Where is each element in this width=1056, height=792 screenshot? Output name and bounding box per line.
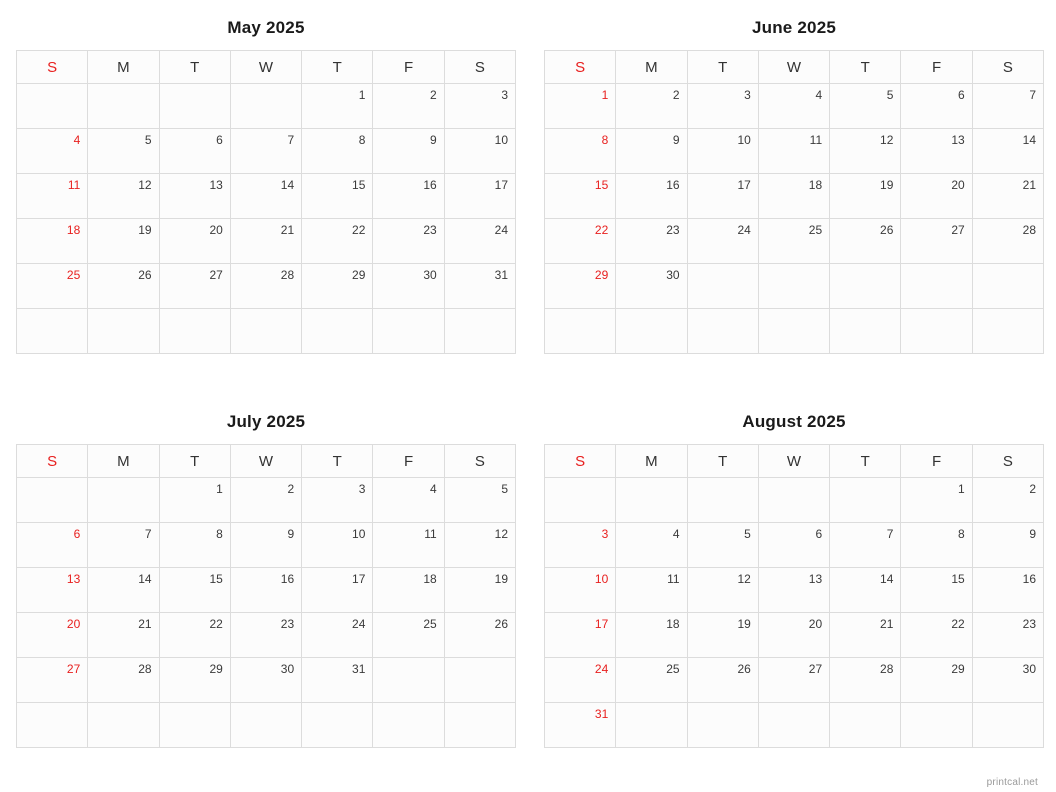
day-cell: 14: [972, 129, 1043, 174]
month-block: [544, 410, 1044, 790]
day-cell: 24: [302, 613, 373, 658]
day-cell: 11: [373, 523, 444, 568]
day-cell: 6: [159, 129, 230, 174]
day-cell: 5: [687, 523, 758, 568]
weekday-header-saturday: S: [972, 51, 1043, 84]
week-row: [545, 264, 1044, 309]
day-cell: [758, 703, 829, 748]
day-cell: 9: [616, 129, 687, 174]
day-cell: 18: [17, 219, 88, 264]
day-cell: 23: [972, 613, 1043, 658]
day-cell: 20: [17, 613, 88, 658]
day-cell: [17, 309, 88, 354]
weekday-header-wednesday: W: [230, 445, 301, 478]
day-cell: 17: [687, 174, 758, 219]
day-cell: 21: [972, 174, 1043, 219]
month-title: May 2025: [227, 18, 305, 37]
week-row: [17, 174, 516, 219]
weekday-header-monday: M: [616, 51, 687, 84]
day-cell: 25: [373, 613, 444, 658]
day-cell: 19: [830, 174, 901, 219]
day-cell: [230, 703, 301, 748]
day-cell: 31: [545, 703, 616, 748]
weekday-header-thursday: T: [830, 445, 901, 478]
day-cell: 28: [830, 658, 901, 703]
week-row: [545, 658, 1044, 703]
week-row: [17, 523, 516, 568]
day-cell: 16: [972, 568, 1043, 613]
month-block: [16, 410, 516, 790]
day-cell: 13: [159, 174, 230, 219]
month-title: August 2025: [742, 412, 846, 431]
week-row: [545, 478, 1044, 523]
day-cell: 25: [616, 658, 687, 703]
day-cell: [545, 309, 616, 354]
day-cell: 23: [373, 219, 444, 264]
day-cell: 23: [616, 219, 687, 264]
day-cell: 3: [545, 523, 616, 568]
day-cell: [444, 703, 515, 748]
month-title: June 2025: [751, 18, 837, 37]
weekday-header-row: [17, 445, 516, 478]
day-cell: 5: [830, 84, 901, 129]
day-cell: 15: [901, 568, 972, 613]
day-cell: 25: [758, 219, 829, 264]
day-cell: 2: [616, 84, 687, 129]
day-cell: 14: [88, 568, 159, 613]
day-cell: 12: [444, 523, 515, 568]
day-cell: [616, 309, 687, 354]
day-cell: 27: [17, 658, 88, 703]
week-row: [17, 658, 516, 703]
day-cell: 14: [230, 174, 301, 219]
day-cell: 22: [302, 219, 373, 264]
day-cell: 1: [159, 478, 230, 523]
day-cell: [88, 309, 159, 354]
day-cell: 1: [545, 84, 616, 129]
weekday-header-saturday: S: [444, 445, 515, 478]
week-row: [17, 219, 516, 264]
day-cell: [302, 703, 373, 748]
day-cell: 24: [687, 219, 758, 264]
day-cell: [545, 478, 616, 523]
day-cell: 8: [302, 129, 373, 174]
weekday-header-row: [545, 445, 1044, 478]
week-row: [17, 478, 516, 523]
day-cell: [230, 309, 301, 354]
day-cell: 13: [758, 568, 829, 613]
day-cell: 19: [88, 219, 159, 264]
month-block: [16, 16, 516, 396]
day-cell: 8: [545, 129, 616, 174]
week-row: [17, 129, 516, 174]
day-cell: 26: [88, 264, 159, 309]
weekday-header-saturday: S: [444, 51, 515, 84]
day-cell: [830, 309, 901, 354]
day-cell: 4: [758, 84, 829, 129]
day-cell: 22: [545, 219, 616, 264]
day-cell: 10: [444, 129, 515, 174]
day-cell: 22: [159, 613, 230, 658]
day-cell: 11: [616, 568, 687, 613]
day-cell: 20: [758, 613, 829, 658]
weekday-header-thursday: T: [830, 51, 901, 84]
day-cell: [302, 309, 373, 354]
day-cell: 30: [616, 264, 687, 309]
day-cell: 28: [230, 264, 301, 309]
week-row: [545, 174, 1044, 219]
day-cell: [88, 84, 159, 129]
day-cell: 18: [758, 174, 829, 219]
site-credit: printcal.net: [986, 777, 1038, 788]
day-cell: [444, 658, 515, 703]
day-cell: 15: [545, 174, 616, 219]
day-cell: 28: [972, 219, 1043, 264]
weekday-header-sunday: S: [17, 445, 88, 478]
day-cell: 15: [302, 174, 373, 219]
day-cell: 2: [972, 478, 1043, 523]
week-row: [545, 309, 1044, 354]
day-cell: 6: [758, 523, 829, 568]
day-cell: [758, 309, 829, 354]
day-cell: 26: [830, 219, 901, 264]
week-row: [17, 309, 516, 354]
day-cell: [901, 703, 972, 748]
day-cell: 4: [17, 129, 88, 174]
day-cell: 3: [302, 478, 373, 523]
month-title: July 2025: [226, 412, 306, 431]
day-cell: 9: [230, 523, 301, 568]
day-cell: 12: [88, 174, 159, 219]
day-cell: 3: [687, 84, 758, 129]
week-row: [17, 568, 516, 613]
day-cell: [830, 264, 901, 309]
day-cell: 2: [230, 478, 301, 523]
weekday-header-tuesday: T: [687, 51, 758, 84]
weekday-header-row: [545, 51, 1044, 84]
day-cell: [758, 478, 829, 523]
day-cell: [687, 264, 758, 309]
day-cell: 23: [230, 613, 301, 658]
month-table: [16, 444, 516, 748]
day-cell: 26: [444, 613, 515, 658]
weekday-header-row: [17, 51, 516, 84]
week-row: [17, 264, 516, 309]
week-row: [545, 129, 1044, 174]
day-cell: [17, 84, 88, 129]
day-cell: 10: [302, 523, 373, 568]
day-cell: 31: [444, 264, 515, 309]
day-cell: 7: [830, 523, 901, 568]
day-cell: 11: [758, 129, 829, 174]
day-cell: [373, 703, 444, 748]
weekday-header-sunday: S: [545, 51, 616, 84]
day-cell: [687, 309, 758, 354]
day-cell: 19: [687, 613, 758, 658]
day-cell: 30: [972, 658, 1043, 703]
day-cell: [687, 703, 758, 748]
day-cell: [373, 309, 444, 354]
day-cell: [758, 264, 829, 309]
day-cell: 24: [444, 219, 515, 264]
week-row: [545, 219, 1044, 264]
week-row: [17, 84, 516, 129]
week-row: [545, 613, 1044, 658]
day-cell: 6: [17, 523, 88, 568]
day-cell: 21: [830, 613, 901, 658]
day-cell: 4: [616, 523, 687, 568]
weekday-header-sunday: S: [17, 51, 88, 84]
day-cell: [901, 264, 972, 309]
weekday-header-tuesday: T: [687, 445, 758, 478]
day-cell: 8: [901, 523, 972, 568]
day-cell: 22: [901, 613, 972, 658]
day-cell: 29: [302, 264, 373, 309]
day-cell: 15: [159, 568, 230, 613]
weekday-header-wednesday: W: [758, 51, 829, 84]
week-row: [545, 703, 1044, 748]
weekday-header-saturday: S: [972, 445, 1043, 478]
day-cell: 26: [687, 658, 758, 703]
day-cell: 25: [17, 264, 88, 309]
weekday-header-wednesday: W: [758, 445, 829, 478]
day-cell: 3: [444, 84, 515, 129]
weekday-header-friday: F: [901, 445, 972, 478]
weekday-header-thursday: T: [302, 445, 373, 478]
weekday-header-monday: M: [88, 51, 159, 84]
day-cell: 10: [545, 568, 616, 613]
day-cell: 27: [758, 658, 829, 703]
month-table: [544, 444, 1044, 748]
day-cell: [159, 309, 230, 354]
weekday-header-friday: F: [901, 51, 972, 84]
day-cell: 11: [17, 174, 88, 219]
week-row: [545, 568, 1044, 613]
day-cell: 12: [687, 568, 758, 613]
day-cell: 16: [373, 174, 444, 219]
day-cell: 31: [302, 658, 373, 703]
day-cell: [88, 703, 159, 748]
day-cell: 7: [88, 523, 159, 568]
day-cell: 20: [159, 219, 230, 264]
day-cell: [17, 478, 88, 523]
day-cell: [373, 658, 444, 703]
day-cell: 16: [616, 174, 687, 219]
day-cell: 14: [830, 568, 901, 613]
day-cell: [616, 703, 687, 748]
day-cell: 19: [444, 568, 515, 613]
day-cell: 12: [830, 129, 901, 174]
weekday-header-monday: M: [616, 445, 687, 478]
week-row: [545, 523, 1044, 568]
day-cell: 7: [230, 129, 301, 174]
day-cell: 8: [159, 523, 230, 568]
weekday-header-sunday: S: [545, 445, 616, 478]
day-cell: 29: [545, 264, 616, 309]
day-cell: 29: [159, 658, 230, 703]
day-cell: [830, 703, 901, 748]
day-cell: 17: [545, 613, 616, 658]
day-cell: 13: [17, 568, 88, 613]
day-cell: 27: [159, 264, 230, 309]
day-cell: [972, 309, 1043, 354]
week-row: [545, 84, 1044, 129]
day-cell: [901, 309, 972, 354]
weekday-header-tuesday: T: [159, 51, 230, 84]
day-cell: 18: [616, 613, 687, 658]
calendar-grid: [16, 16, 1040, 790]
day-cell: 18: [373, 568, 444, 613]
day-cell: 24: [545, 658, 616, 703]
day-cell: 16: [230, 568, 301, 613]
day-cell: [159, 84, 230, 129]
day-cell: 21: [88, 613, 159, 658]
day-cell: [230, 84, 301, 129]
day-cell: 30: [373, 264, 444, 309]
day-cell: 30: [230, 658, 301, 703]
weekday-header-friday: F: [373, 51, 444, 84]
weekday-header-thursday: T: [302, 51, 373, 84]
month-table: [544, 50, 1044, 354]
day-cell: 13: [901, 129, 972, 174]
day-cell: [159, 703, 230, 748]
day-cell: [88, 478, 159, 523]
weekday-header-tuesday: T: [159, 445, 230, 478]
day-cell: 2: [373, 84, 444, 129]
day-cell: 20: [901, 174, 972, 219]
day-cell: 17: [302, 568, 373, 613]
day-cell: [17, 703, 88, 748]
week-row: [17, 613, 516, 658]
weekday-header-friday: F: [373, 445, 444, 478]
day-cell: [972, 703, 1043, 748]
day-cell: 21: [230, 219, 301, 264]
month-table: [16, 50, 516, 354]
day-cell: 28: [88, 658, 159, 703]
day-cell: 9: [972, 523, 1043, 568]
weekday-header-monday: M: [88, 445, 159, 478]
day-cell: 10: [687, 129, 758, 174]
day-cell: [830, 478, 901, 523]
day-cell: 9: [373, 129, 444, 174]
day-cell: 27: [901, 219, 972, 264]
day-cell: 5: [88, 129, 159, 174]
day-cell: 17: [444, 174, 515, 219]
day-cell: 5: [444, 478, 515, 523]
day-cell: [972, 264, 1043, 309]
day-cell: 1: [302, 84, 373, 129]
day-cell: 6: [901, 84, 972, 129]
day-cell: [616, 478, 687, 523]
month-block: [544, 16, 1044, 396]
day-cell: [687, 478, 758, 523]
day-cell: 1: [901, 478, 972, 523]
day-cell: 7: [972, 84, 1043, 129]
weekday-header-wednesday: W: [230, 51, 301, 84]
week-row: [17, 703, 516, 748]
day-cell: [444, 309, 515, 354]
day-cell: 4: [373, 478, 444, 523]
day-cell: 29: [901, 658, 972, 703]
